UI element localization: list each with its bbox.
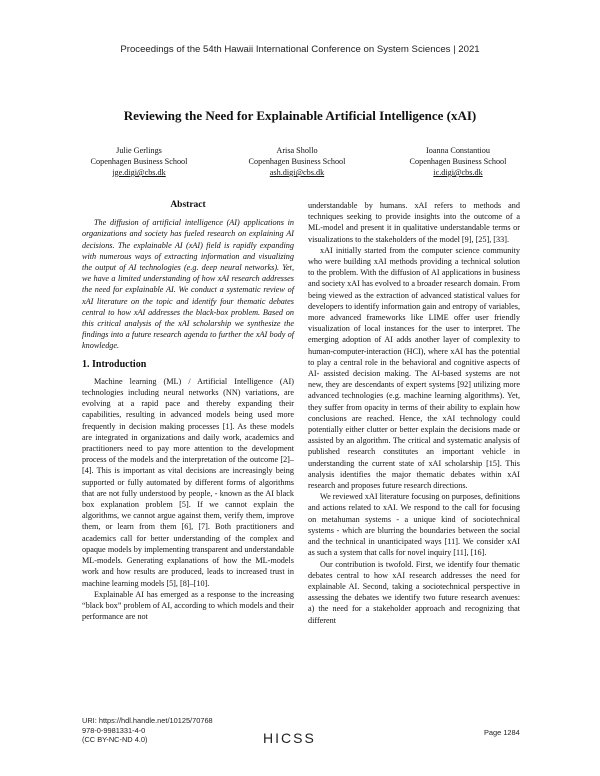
page-number: Page 1284 xyxy=(484,728,520,737)
body-paragraph: Our contribution is twofold. First, we identify four thematic debates central to how xAI research addresses the need for explainable AI. Second, taking a sociotechnical perspective in assessing the debates we identify two future research avenues: a) the need for a stakeholder approach and recognizing that different xyxy=(308,559,520,625)
author-affiliation: Copenhagen Business School xyxy=(90,157,188,166)
author-affiliation: Copenhagen Business School xyxy=(248,157,346,166)
right-column xyxy=(308,200,520,626)
body-paragraph: We reviewed xAI literature focusing on purposes, definitions and actions related to xAI. We respond to the call for focusing on metahuman systems - a unique kind of sociotechnical systems - which are blurring the boundaries between the social and the technical in unanticipated ways [11]. We consider xAI as such a system that calls for novel inquiry [11], [16]. xyxy=(308,492,520,558)
author-email[interactable]: ic.digi@cbs.dk xyxy=(433,168,483,177)
author-name: Ioanna Constantiou xyxy=(426,146,490,155)
section-heading: 1. Introduction xyxy=(82,358,147,370)
footer-license: (CC BY-NC-ND 4.0) xyxy=(82,735,148,745)
author-block xyxy=(373,145,543,178)
paper-title: Reviewing the Need for Explainable Artificial Intelligence (xAI) xyxy=(123,108,477,123)
author-name: Julie Gerlings xyxy=(116,146,162,155)
author-email[interactable]: jge.digi@cbs.dk xyxy=(112,168,166,177)
author-block xyxy=(212,145,382,178)
footer-isbn: 978-0-9981331-4-0 xyxy=(82,725,146,735)
body-paragraph: xAI initially started from the computer science community who were building xAI methods providing a technical solution to the problem. With the diffusion of AI applications in business and society xAI has evolved to a broader research domain. From being viewed as the extraction of advanced statistical values for developers to identify information gain and entropy of variables, more advanced frameworks like LIME offer user friendly visualization of local instances for the user to interpret. The emerging adoption of AI adds another layer of complexity to human-computer-interaction (HCI), where xAI has the potential to play a central role in the behavioral and cognitive aspects of AI- assisted decision making. The AI-based systems are not new, they are descendants of expert systems [92] utilizing more advanced technologies (e.g. machine learning algorithms). Yet, they suffer from opacity in terms of their ability to explain how conclusions are reached. Hence, the xAI technology could potentially either clutter or better explain the decisions made or assisted by an algorithm. The critical and systematic analysis of published research constitutes an important vehicle in understanding the current state of xAI scholarship [15]. This analysis identifies the major thematic debates within xAI research and proposes future research directions. xyxy=(308,245,520,491)
footer-url[interactable]: URI: https://hdl.handle.net/10125/70768 xyxy=(82,716,213,725)
running-head: Proceedings of the 54th Hawaii International Conference on System Sciences | 2021 xyxy=(120,44,480,55)
abstract-text: The diffusion of artificial intelligence (AI) applications in organizations and society has fueled research on explaining AI decisions. The explainable AI (xAI) field is rapidly expanding with numerous ways of extracting information and visualizing the output of AI technologies (e.g. deep neural networks). Yet, we have a limited understanding of how xAI research addresses the need for explainable AI. We conduct a systematic review of xAI literature on the topic and identify four thematic debates central to how xAI addresses the black-box problem. Based on this critical analysis of the xAI scholarship we synthesize the findings into a future research agenda to further the xAI body of knowledge. xyxy=(82,218,294,351)
body-paragraph: Machine learning (ML) / Artificial Intelligence (AI) technologies including neural networks (NN) variations, are evolving at a rapid pace and thereby expanding their capabilities, resulting in advanced models being used more frequently in decision making processes [1]. As these models are integrated in organizations and daily work, academics and practitioners need to pay more attention to the development process of the models and the interpretation of the outcome [2]–[4]. This is important as vital decisions are increasingly being supported or fully automated by different forms of algorithms that are not fully understood by people, - known as the AI black box explanation problem [5]. If we cannot explain the algorithms, we cannot argue against them, verify them, improve them, or learn from them [6], [7]. Both practitioners and academics call for better understanding of the complex and opaque models by implementing transparent and understandable ML-models. Generating explanations of how the ML-models work and how results are produced, leads to increased trust in machine learning models [5], [8]–[10]. xyxy=(82,376,294,588)
left-column xyxy=(82,200,294,622)
body-paragraph: Explainable AI has emerged as a response to the increasing “black box” problem of AI, according to which models and their performance are not xyxy=(82,589,294,622)
author-name: Arisa Shollo xyxy=(276,146,318,155)
author-block xyxy=(54,145,224,178)
author-affiliation: Copenhagen Business School xyxy=(409,157,507,166)
abstract-heading: Abstract xyxy=(170,200,206,210)
footer-info xyxy=(82,716,213,745)
body-paragraph: understandable by humans. xAI refers to methods and techniques seeking to provide insights into the outcome of a ML-model and present it in qualitative understandable terms or visualizations to the stakeholders of the model [9], [25], [33]. xyxy=(308,201,520,244)
hicss-logo: HICSS xyxy=(263,730,316,746)
author-email[interactable]: ash.digi@cbs.dk xyxy=(269,168,325,177)
